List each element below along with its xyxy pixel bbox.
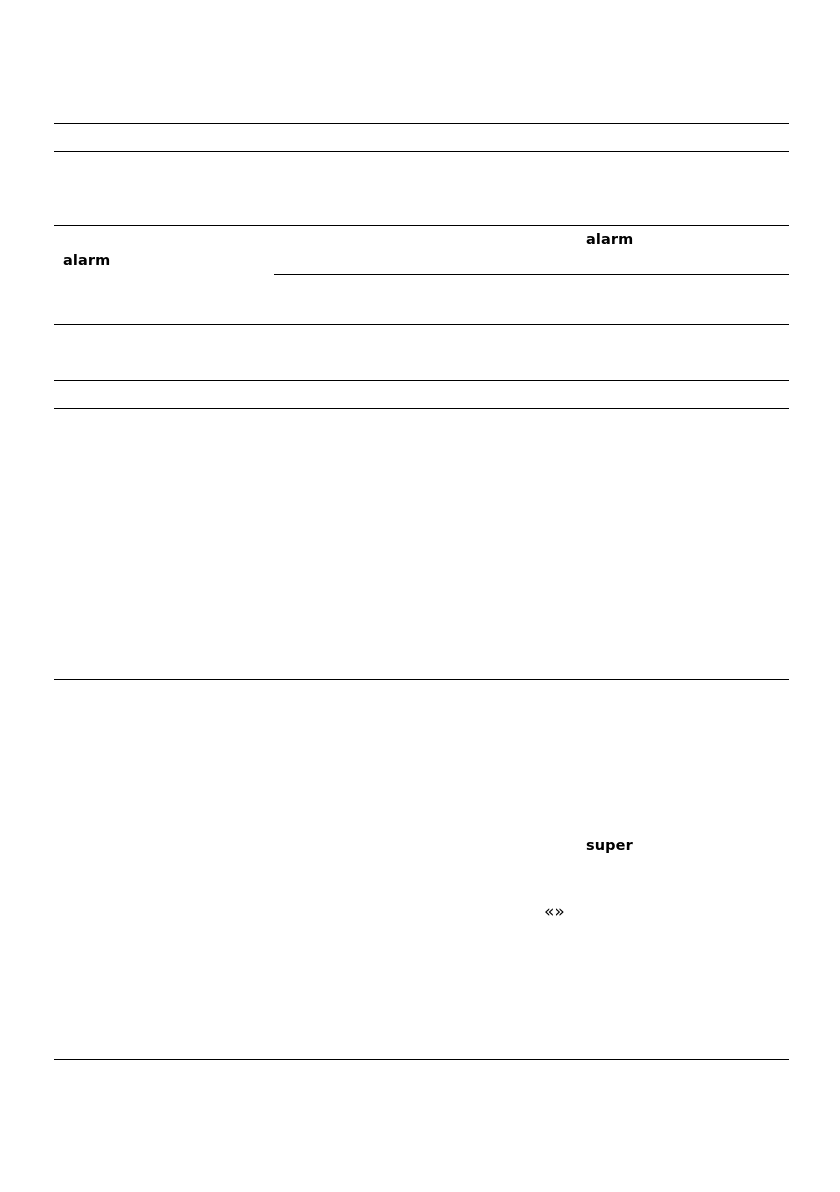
table-section-rule bbox=[54, 408, 789, 409]
table-top-rule bbox=[54, 123, 789, 124]
table-header-bottom-rule bbox=[54, 151, 789, 152]
table-subrow-rule bbox=[274, 274, 789, 275]
table-row-rule bbox=[54, 380, 789, 381]
table-row-rule bbox=[54, 679, 789, 680]
super-button-label: super bbox=[586, 838, 633, 854]
alarm-button-label: alarm bbox=[63, 253, 111, 269]
table-row-rule bbox=[54, 225, 789, 226]
table-bottom-rule bbox=[54, 1059, 789, 1060]
scroll-arrows-icon: «» bbox=[544, 902, 565, 922]
table-row-rule bbox=[54, 324, 789, 325]
alarm-button-label: alarm bbox=[586, 232, 634, 248]
